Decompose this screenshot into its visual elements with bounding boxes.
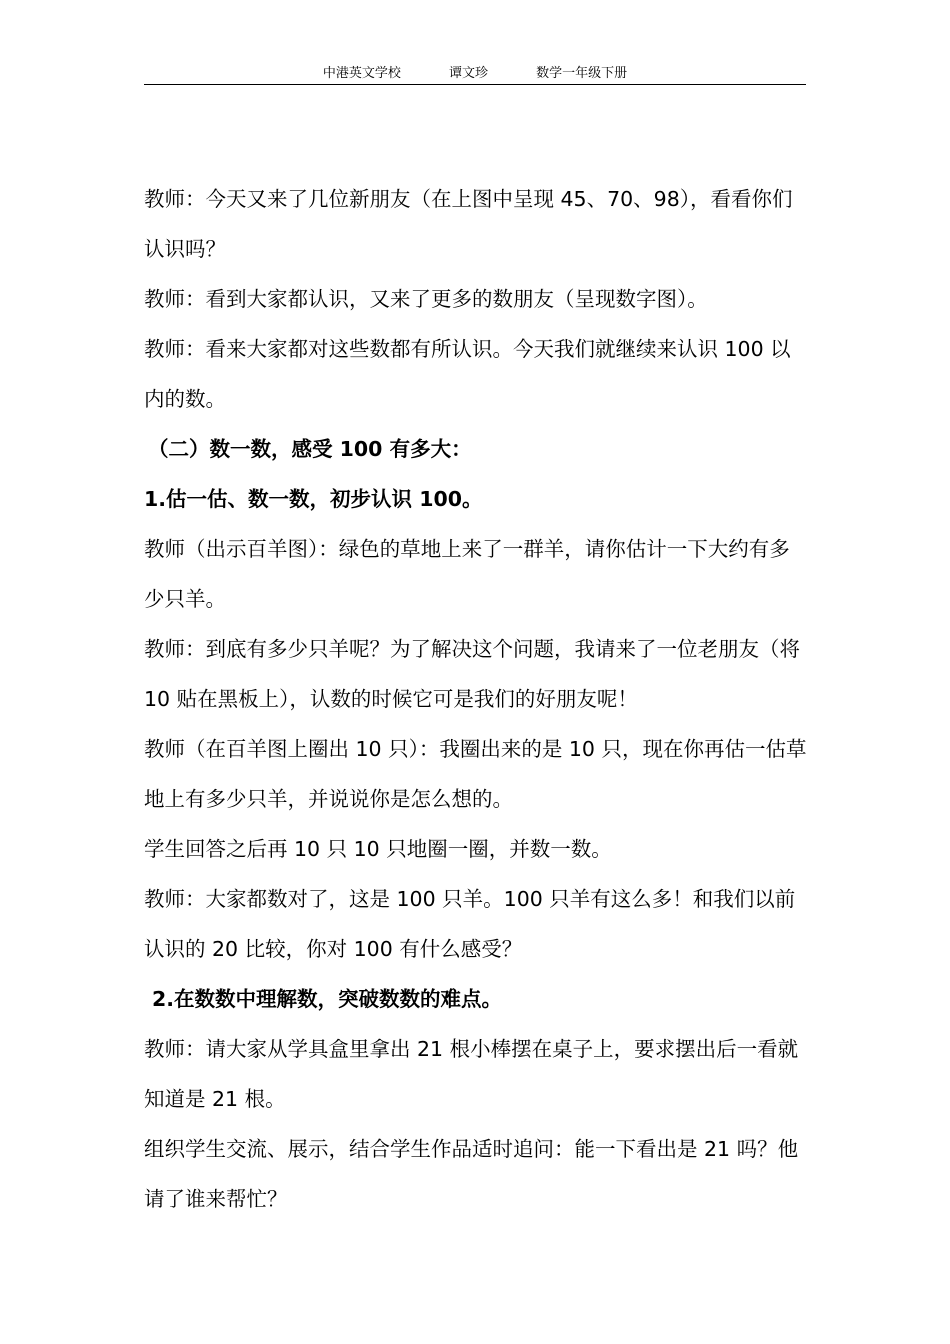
paragraph-old-friend: 教师：到底有多少只羊呢？为了解决这个问题，我请来了一位老朋友（将 10 贴在黑板上），认数的时候它可是我们的好朋友呢！ [144, 637, 800, 711]
paragraph-hundred-sheep: 教师（出示百羊图）：绿色的草地上来了一群羊，请你估计一下大约有多少只羊。 [144, 537, 790, 611]
paragraph-continue-learning: 教师：看来大家都对这些数都有所认识。今天我们就继续来认识 100 以内的数。 [144, 337, 791, 411]
paragraph-student-answer: 学生回答之后再 10 只 10 只地圈一圈，并数一数。 [144, 837, 612, 861]
paragraph-twenty-one-sticks: 教师：请大家从学具盒里拿出 21 根小棒摆在桌子上，要求摆出后一看就知道是 21 根。 [144, 1037, 799, 1111]
paragraph-hundred-sheep-compare: 教师：大家都数对了，这是 100 只羊。100 只羊有这么多！和我们以前认识的 20 比较，你对 100 有什么感受？ [144, 887, 796, 961]
header-school: 中港英文学校 [322, 66, 401, 81]
subheading-understand-numbers: 2.在数数中理解数，突破数数的难点。 [152, 987, 503, 1011]
paragraph-new-friends: 教师：今天又来了几位新朋友（在上图中呈现 45、70、98），看看你们认识吗？ [144, 187, 793, 261]
header-teacher: 谭文珍 [448, 66, 488, 81]
subheading-estimate-count: 1.估一估、数一数，初步认识 100。 [144, 487, 483, 511]
paragraph-student-exchange: 组织学生交流、展示，结合学生作品适时追问：能一下看出是 21 吗？他请了谁来帮忙？ [144, 1137, 799, 1211]
header-subject: 数学一年级下册 [536, 66, 628, 81]
section-heading-count: （二）数一数，感受 100 有多大： [148, 437, 472, 461]
document-body [144, 174, 808, 1224]
page-header [144, 64, 806, 85]
paragraph-circle-ten: 教师（在百羊图上圈出 10 只）：我圈出来的是 10 只，现在你再估一估草地上有多少只羊，并说说你是怎么想的。 [144, 737, 807, 811]
paragraph-more-friends: 教师：看到大家都认识，又来了更多的数朋友（呈现数字图）。 [144, 287, 708, 311]
